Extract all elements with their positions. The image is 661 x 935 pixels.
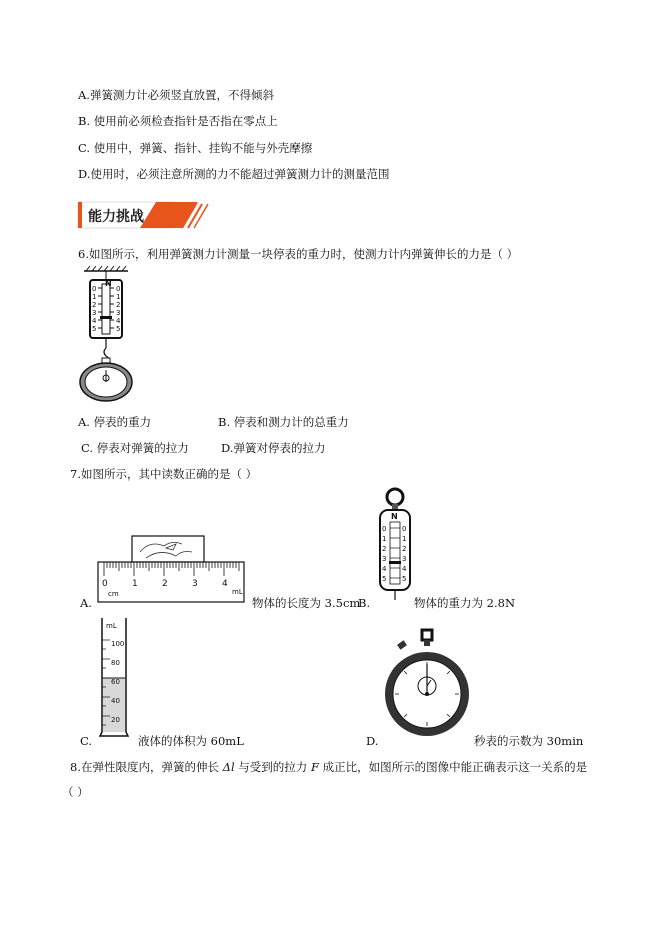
q7-ruler-figure	[96, 536, 248, 604]
q7-option-c-text: 液体的体积为 60mL	[138, 734, 244, 748]
ruler-tick-4: 4	[222, 579, 228, 589]
cylinder-unit: mL	[106, 622, 117, 630]
q7-spring-ticks-right: 0 1 2 3 4 5	[402, 525, 407, 583]
q6-option-a: A. 停表的重力	[78, 415, 152, 429]
q5-option-d: D.使用时，必须注意所测的力不能超过弹簧测力计的测量范围	[78, 167, 390, 181]
q6-option-b: B. 停表和测力计的总重力	[218, 415, 349, 429]
q8-stem-part3: 成正比，如图所示的图像中能正确表示这一关系的是	[322, 760, 588, 774]
q7-option-d-label: D.	[366, 734, 379, 748]
q8-var-f: F	[310, 760, 319, 774]
q7-option-d-text: 秒表的示数为 30min	[474, 734, 584, 748]
banner-label: 能力挑战	[88, 209, 144, 225]
q7-stopwatch-figure	[384, 628, 468, 740]
ruler-tick-0: 0	[102, 579, 108, 589]
q7-option-b-text: 物体的重力为 2.8N	[414, 596, 516, 610]
ruler-tick-3: 3	[192, 579, 198, 589]
q5-option-b: B. 使用前必须检查指针是否指在零点上	[78, 114, 278, 128]
q8-var-dl: Δl	[222, 760, 235, 774]
cylinder-ticks: 100 80 60 40 20	[111, 640, 125, 724]
q8-stem-part2: 与受到的拉力	[238, 760, 308, 774]
ruler-unit-ml: mL	[232, 588, 243, 596]
q8-stem	[70, 759, 587, 775]
q6-option-c: C. 停表对弹簧的拉力	[81, 441, 189, 455]
q7-option-a-text: 物体的长度为 3.5cm	[252, 596, 361, 610]
q5-option-c: C. 使用中，弹簧、指针、挂钩不能与外壳摩擦	[78, 141, 313, 155]
ruler-unit-cm: cm	[108, 590, 119, 598]
q6-option-d: D.弹簧对停表的拉力	[221, 441, 326, 455]
stopwatch-drawing	[384, 628, 468, 740]
q6-figure	[78, 266, 140, 402]
q8-stem-part1: 8.在弹性限度内，弹簧的伸长	[70, 760, 219, 774]
q6-scale-ticks-right: 0 1 2 3 4 5	[116, 285, 121, 333]
q7-spring-scale-figure	[376, 486, 414, 604]
q7-option-b-label: B.	[358, 596, 371, 610]
q6-stem: 6.如图所示，利用弹簧测力计测量一块停表的重力时，使测力计内弹簧伸长的力是（ ）	[78, 247, 519, 261]
q7-option-c-label: C.	[80, 734, 93, 748]
section-banner	[78, 200, 218, 230]
q7-stem: 7.如图所示，其中读数正确的是（ ）	[70, 467, 258, 481]
q7-option-a-label: A.	[80, 596, 92, 610]
ruler-tick-2: 2	[162, 579, 168, 589]
q8-stem-line2: （ ）	[62, 785, 89, 799]
ruler-tick-1: 1	[132, 579, 138, 589]
q6-scale-ticks-left: 0 1 2 3 4 5	[92, 285, 97, 333]
q7-spring-label: N	[391, 512, 398, 521]
q7-spring-ticks-left: 0 1 2 3 4 5	[382, 525, 387, 583]
q5-option-a: A.弹簧测力计必须竖直放置，不得倾斜	[78, 88, 274, 102]
q6-scale-label: N	[105, 279, 112, 288]
q7-cylinder-figure	[96, 616, 132, 740]
